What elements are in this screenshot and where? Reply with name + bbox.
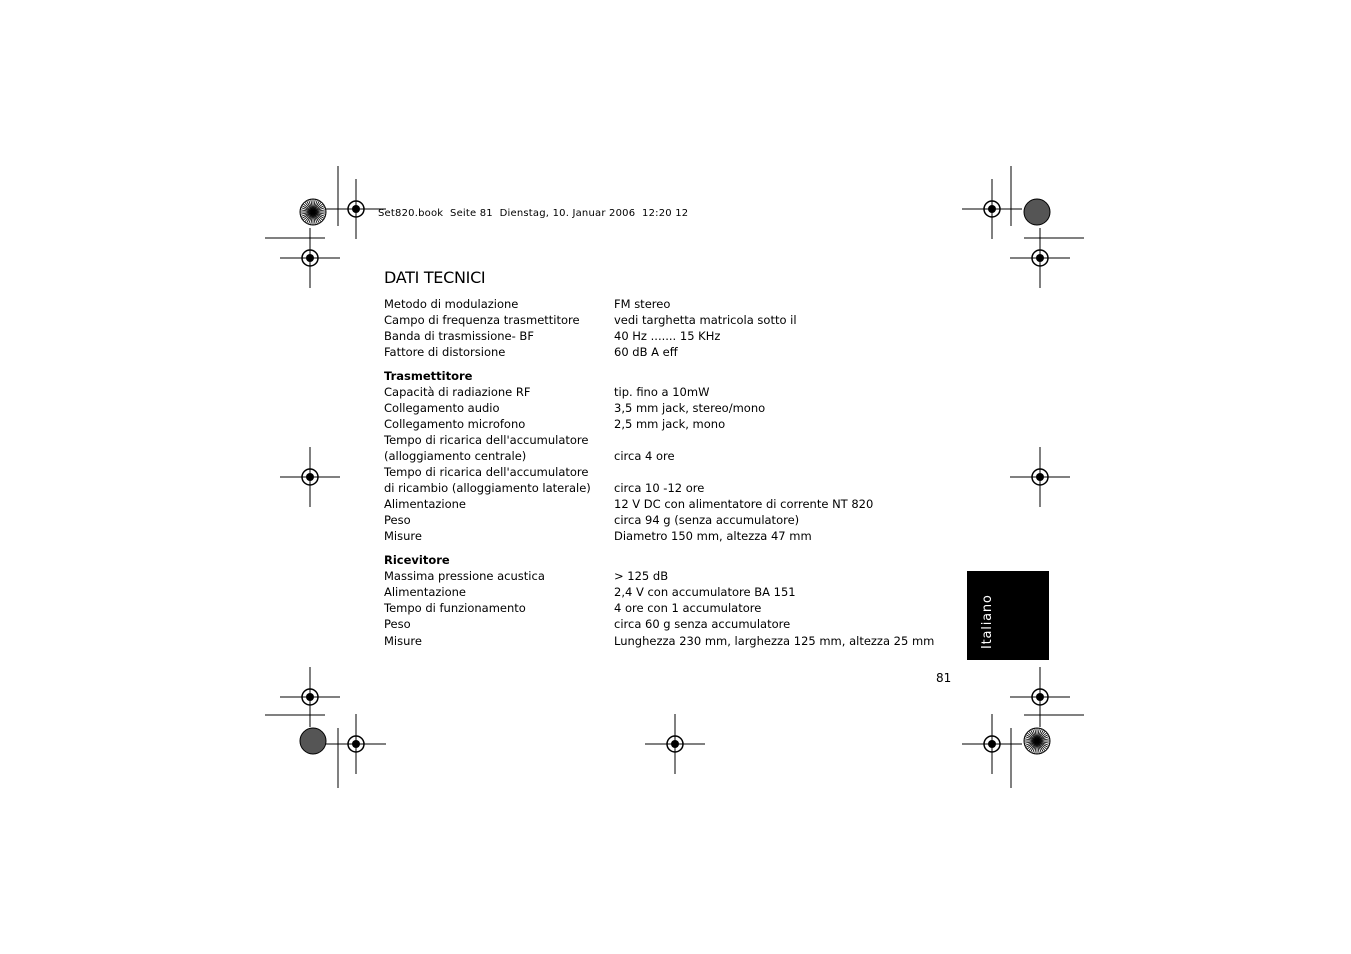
registration-mark-dot xyxy=(1036,693,1044,701)
registration-mark-dot xyxy=(1036,473,1044,481)
spec-label: Metodo di modulazione xyxy=(384,297,519,311)
registration-mark-dot xyxy=(988,205,996,213)
spec-label: Collegamento audio xyxy=(384,401,500,415)
registration-mark-dot xyxy=(306,254,314,262)
spec-label: Tempo di ricarica dell'accumulatore xyxy=(384,465,589,479)
spec-label: Tempo di ricarica dell'accumulatore xyxy=(384,433,589,447)
spec-value: 2,4 V con accumulatore BA 151 xyxy=(614,585,796,599)
grey-target-mark xyxy=(1024,199,1050,225)
registration-mark-dot xyxy=(306,473,314,481)
spec-label: Peso xyxy=(384,513,411,527)
registration-mark-dot xyxy=(352,740,360,748)
registration-mark-dot xyxy=(671,740,679,748)
spec-label: Collegamento microfono xyxy=(384,417,526,431)
registration-mark-dot xyxy=(988,740,996,748)
spec-value: 2,5 mm jack, mono xyxy=(614,417,726,431)
spec-label: Fattore di distorsione xyxy=(384,345,506,359)
spec-value: > 125 dB xyxy=(614,569,669,583)
spec-label: Misure xyxy=(384,529,422,543)
registration-mark-dot xyxy=(306,693,314,701)
grey-target-mark xyxy=(300,728,326,754)
language-tab xyxy=(967,571,1049,660)
spec-label: Alimentazione xyxy=(384,585,467,599)
spec-label: di ricambio (alloggiamento laterale) xyxy=(384,481,591,495)
language-tab-label: Italiano xyxy=(980,594,995,649)
registration-mark-dot xyxy=(352,205,360,213)
spec-label: Tempo di funzionamento xyxy=(384,601,526,615)
spec-value: circa 4 ore xyxy=(614,449,675,463)
spec-value: 12 V DC con alimentatore di corrente NT 820 xyxy=(614,497,874,511)
spec-label: Capacità di radiazione RF xyxy=(384,385,531,399)
spec-value: circa 10 -12 ore xyxy=(614,481,705,495)
spec-value: 4 ore con 1 accumulatore xyxy=(614,601,762,615)
spec-label: Misure xyxy=(384,634,422,648)
spec-label: Peso xyxy=(384,617,411,631)
spec-value: 3,5 mm jack, stereo/mono xyxy=(614,401,766,415)
registration-mark-dot xyxy=(1036,254,1044,262)
spec-label: Campo di frequenza trasmettitore xyxy=(384,313,580,327)
page-title: DATI TECNICI xyxy=(384,268,486,287)
print-info-header: Set820.book Seite 81 Dienstag, 10. Januar 2006 12:20 12 xyxy=(378,208,689,219)
section-heading-transmitter: Trasmettitore xyxy=(384,369,473,383)
spec-value: circa 60 g senza accumulatore xyxy=(614,617,791,631)
spec-label: (alloggiamento centrale) xyxy=(384,449,527,463)
spec-value: Lunghezza 230 mm, larghezza 125 mm, altezza 25 mm xyxy=(614,634,935,648)
spec-value: tip. fino a 10mW xyxy=(614,385,710,399)
page-number: 81 xyxy=(936,671,952,685)
spec-label: Massima pressione acustica xyxy=(384,569,545,583)
spec-value: Diametro 150 mm, altezza 47 mm xyxy=(614,529,812,543)
spec-label: Alimentazione xyxy=(384,497,467,511)
spec-value: 60 dB A eff xyxy=(614,345,678,359)
section-heading-receiver: Ricevitore xyxy=(384,553,450,567)
spec-label: Banda di trasmissione- BF xyxy=(384,329,534,343)
spec-value: vedi targhetta matricola sotto il xyxy=(614,313,797,327)
spec-value: FM stereo xyxy=(614,297,671,311)
spec-value: circa 94 g (senza accumulatore) xyxy=(614,513,800,527)
spec-value: 40 Hz ....... 15 KHz xyxy=(614,329,721,343)
